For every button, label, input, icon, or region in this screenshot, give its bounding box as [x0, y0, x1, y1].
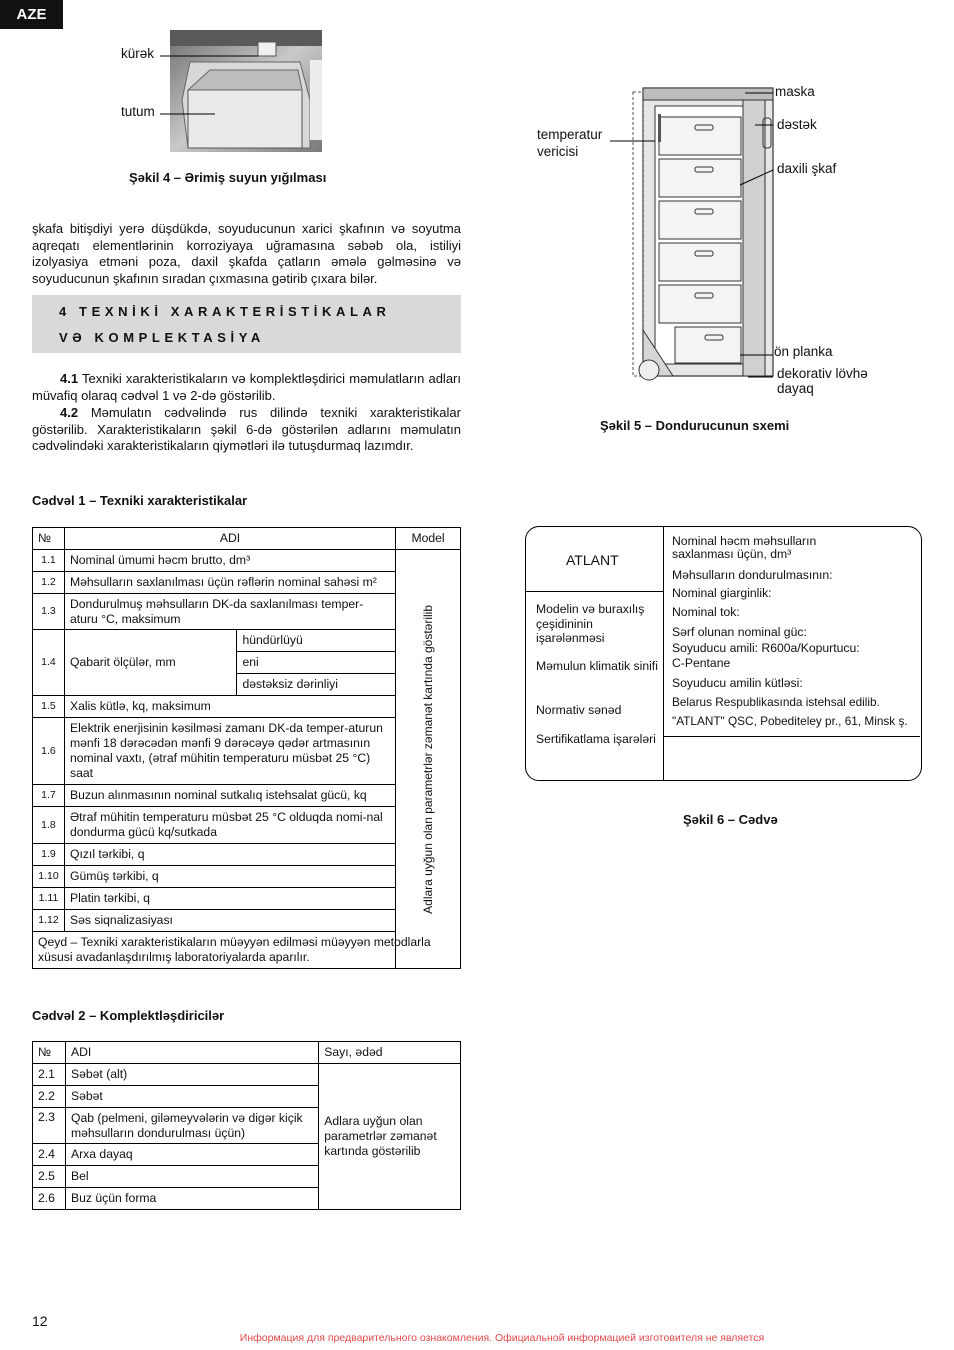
paragraph-4-1	[32, 371, 461, 404]
table-2-title: Cədvəl 2 – Komplektləşdiricilər	[32, 1008, 225, 1023]
paragraph-4-1-number: 4.1	[60, 371, 79, 386]
t1-subrow-height: hündürlüyü	[237, 630, 396, 652]
paragraph-4-2-text: Məmulatın cədvəlində rus dilində texniki xarakteristikalar göstərilib. Xarakteristikaların şəkil 6-də göstərilən adlarını məmulatın cədvəlindəki xarakteristikaların qiymətləri ilə tutuşdurmaq lazımdır.	[32, 405, 461, 454]
t1-header-num: №	[33, 528, 65, 550]
rating-plate-made-in: Belarus Respublikasında istehsal edilib.	[672, 695, 880, 709]
t1-subrow-depth: dəstəksiz dərinliyi	[237, 674, 396, 696]
label-destek: dəstək	[777, 117, 817, 132]
rating-plate-current: Nominal tok:	[672, 605, 740, 619]
rating-plate-refrigerant: Soyuducu amili: R600a/Kopurtucu:	[672, 641, 860, 655]
figure-4-leader-lines	[160, 40, 270, 130]
t1-row-name: Qızıl tərkibi, q	[64, 844, 395, 866]
label-kurek: kürək	[121, 46, 155, 61]
rating-plate-power: Sərf olunan nominal güc:	[672, 625, 807, 639]
t1-row-num: 1.5	[33, 696, 65, 718]
section-4-heading-line2: VƏ KOMPLEKTASİYA	[59, 330, 265, 345]
t2-row-name: Bel	[65, 1166, 318, 1188]
t1-header-model: Model	[396, 528, 461, 550]
intro-paragraph: şkafa bitişdiyi yerə düşdükdə, soyuducunun xarici şkafının və soyutma aqreqatı elementlərinin korroziyaya uğramasına səbəb ola, istiliyi izolyasiya etməni poza, daxil şkafda çatların əmələ gəlməsinə və soyuducunun şkafının sıradan çıxmasına gətirib çıxara bilər.	[32, 221, 461, 286]
t2-header-num: №	[33, 1042, 66, 1064]
t1-row-num: 1.7	[33, 785, 65, 807]
t1-row-num: 1.1	[33, 550, 65, 572]
t1-row-name: Qabarit ölçülər, mm	[64, 630, 236, 696]
t1-row-num: 1.6	[33, 718, 65, 785]
label-tutum: tutum	[121, 104, 155, 119]
t2-row-name: Qab (pelmeni, giləmeyvələrin və digər kiçik məhsulların dondurulması üçün)	[65, 1108, 318, 1144]
t1-row-num: 1.8	[33, 807, 65, 844]
t1-model-note: Adlara uyğun olan parametrlər zəmanət kartında göstərilib	[420, 604, 435, 914]
t2-row-name: Səbət (alt)	[65, 1064, 318, 1086]
t1-row-name: Elektrik enerjisinin kəsilməsi zamanı DK-da temper-aturun mənfi 18 dərəcədən mənfi 9 dərəcəyə qədər artmasının nominal vaxtı, (ətraf mühitin temperaturu müsbət 25 °C) saat	[64, 718, 395, 785]
rating-plate-volume-line2: saxlanması üçün, dm³	[672, 547, 792, 561]
label-daxili-skaf: daxili şkaf	[777, 161, 837, 176]
label-temperatur: temperatur	[537, 127, 603, 142]
rating-plate-climate-label: Məmulun klimatik sinifi	[536, 659, 658, 673]
t2-row-num: 2.2	[33, 1086, 66, 1108]
t1-model-cell	[396, 550, 461, 969]
t1-footnote: Qeyd – Texniki xarakteristikaların müəyyən edilməsi müəyyən metodlarla xüsusi avadanlaşdırılmış laboratoriyalarda aparılır.	[33, 932, 461, 969]
language-tag: AZE	[0, 0, 63, 29]
rating-plate-voltage: Nominal giarginlik:	[672, 586, 772, 600]
t1-row-num: 1.9	[33, 844, 65, 866]
t1-row-num: 1.4	[33, 630, 65, 696]
t2-row-num: 2.1	[33, 1064, 66, 1086]
t1-row-name: Buzun alınmasının nominal sutkalıq istehsalat gücü, kq	[64, 785, 395, 807]
section-4-heading	[32, 295, 461, 353]
t2-row-num: 2.3	[33, 1108, 66, 1144]
t1-subrow-width: eni	[237, 652, 396, 674]
paragraph-4-1-text: Texniki xarakteristikaların və komplektləşdirici məmulatların adları müvafiq olaraq cədvəl 1 və 2-də göstərilib.	[32, 371, 461, 403]
table-1-title: Cədvəl 1 – Texniki xarakteristikalar	[32, 493, 248, 508]
section-4-heading-line1: 4 TEXNİKİ XARAKTERİSTİKALAR	[59, 304, 391, 319]
t2-row-name: Səbət	[65, 1086, 318, 1108]
figure-6-caption: Şəkil 6 – Cədvə	[683, 812, 778, 827]
paragraph-4-2-number: 4.2	[60, 405, 79, 420]
rating-plate-address: "ATLANT" QSC, Pobediteley pr., 61, Minsk ş.	[672, 714, 908, 728]
t2-row-name: Arxa dayaq	[65, 1144, 318, 1166]
t1-row-name: Platin tərkibi, q	[64, 888, 395, 910]
t1-row-num: 1.12	[33, 910, 65, 932]
t2-row-num: 2.4	[33, 1144, 66, 1166]
rating-plate-model-label: Modelin və buraxılış çeşidininin işarələnməsi	[536, 602, 645, 645]
t1-row-num: 1.10	[33, 866, 65, 888]
label-dayaq: dayaq	[777, 381, 814, 396]
label-dekorativ-lovhe: dekorativ lövhə	[777, 366, 868, 381]
figure-4-caption: Şəkil 4 – Ərimiş suyun yığılması	[129, 170, 327, 185]
t2-header-qty: Sayı, ədəd	[319, 1042, 461, 1064]
rating-plate-brand: ATLANT	[566, 552, 619, 568]
t1-row-name: Dondurulmuş məhsulların DK-da saxlanılması temper-aturu °C, maksimum	[64, 594, 395, 630]
t1-row-name: Nominal ümumi həcm brutto, dm³	[64, 550, 395, 572]
t2-row-name: Buz üçün forma	[65, 1188, 318, 1210]
t1-row-num: 1.11	[33, 888, 65, 910]
label-on-planka: ön planka	[774, 344, 833, 359]
label-maska: maska	[775, 84, 815, 99]
t1-row-name: Xalis kütlə, kq, maksimum	[64, 696, 395, 718]
t1-row-name: Məhsulların saxlanılması üçün rəflərin nominal sahəsi m²	[64, 572, 395, 594]
figure-5-leader-lines	[610, 85, 780, 385]
rating-plate-freezing: Məhsulların dondurulmasının:	[672, 568, 833, 582]
t2-qty-note: Adlara uyğun olan parametrlər zəmanət kartında göstərilib	[319, 1064, 461, 1210]
figure-5-caption: Şəkil 5 – Dondurucunun sxemi	[600, 418, 790, 433]
rating-plate-refrigerant-mass: Soyuducu amilin kütləsi:	[672, 676, 803, 690]
table-1	[32, 527, 461, 969]
t2-row-num: 2.5	[33, 1166, 66, 1188]
rating-plate-volume-line1: Nominal həcm məhsulların	[672, 534, 817, 548]
t2-header-name: ADI	[65, 1042, 318, 1064]
t1-row-name: Gümüş tərkibi, q	[64, 866, 395, 888]
rating-plate	[525, 526, 922, 781]
rating-plate-certification-label: Sertifikatlama işarələri	[536, 732, 656, 746]
t1-row-num: 1.3	[33, 594, 65, 630]
t1-header-name: ADI	[64, 528, 395, 550]
paragraph-4-2	[32, 405, 461, 455]
rating-plate-standard-label: Normativ sənəd	[536, 703, 622, 717]
t1-row-num: 1.2	[33, 572, 65, 594]
rating-plate-foaming: C-Pentane	[672, 656, 731, 670]
table-2	[32, 1041, 461, 1210]
disclaimer-note: Информация для предварительного ознакомления. Официальной информацией изготовителя не является	[239, 1332, 765, 1344]
label-vericisi: vericisi	[537, 144, 579, 159]
t2-row-num: 2.6	[33, 1188, 66, 1210]
page-number: 12	[32, 1313, 48, 1329]
t1-row-name: Ətraf mühitin temperaturu müsbət 25 °C olduqda nomi-nal dondurma gücü kq/sutkada	[64, 807, 395, 844]
t1-row-name: Səs siqnalizasiyası	[64, 910, 395, 932]
